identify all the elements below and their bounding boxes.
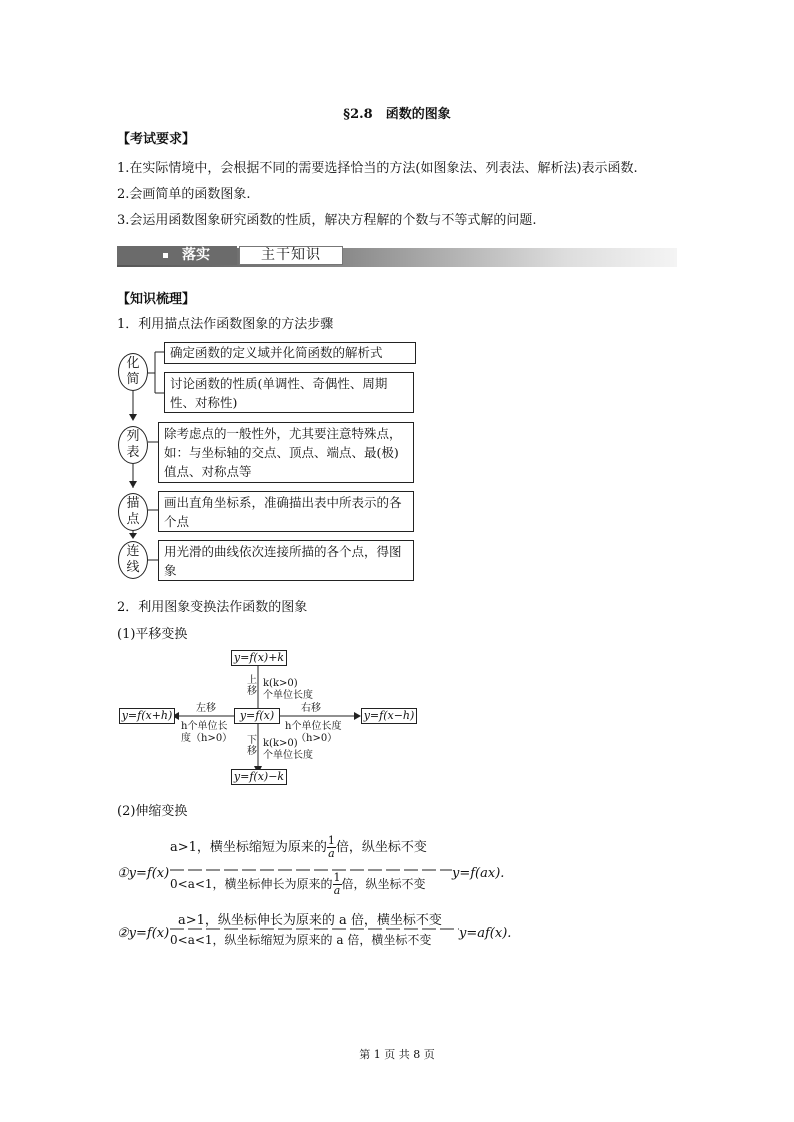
fraction-numerator: 1 [327, 834, 335, 847]
step-box-connect: 用光滑的曲线依次连接所描的各个点，得图象 [158, 540, 414, 581]
scaling-1-result: y=f(ax). [452, 866, 505, 881]
step-circle-plot: 描 点 [118, 493, 148, 531]
formula-center: y=f(x) [234, 708, 280, 724]
scaling-heading: (2)伸缩变换 [117, 804, 188, 819]
scaling-1-prefix: ①y=f(x) [117, 866, 170, 881]
requirement-item-3: 3.会运用函数图象研究函数的性质，解决方程解的个数与不等式解的问题. [117, 213, 537, 228]
page-footer: 第 1 页 共 8 页 [359, 1048, 435, 1061]
right-label: 右移 [301, 703, 321, 714]
requirement-item-1: 1.在实际情境中，会根据不同的需要选择恰当的方法(如图象法、列表法、解析法)表示函数. [117, 161, 638, 176]
formula-up: y=f(x)+k [231, 650, 287, 666]
left-note-2: 度（h>0） [181, 733, 233, 744]
page-title: §2.8 函数的图象 [343, 107, 451, 122]
knowledge-heading: 【知识梳理】 [117, 292, 196, 307]
left-label: 左移 [196, 703, 216, 714]
scaling-1-cond-top-tail: 倍，纵坐标不变 [335, 840, 427, 855]
scaling-1-cond-top-text: a>1，横坐标缩短为原来的 [170, 840, 327, 855]
section-2-heading: 2．利用图象变换法作函数的图象 [117, 600, 308, 615]
step-box-properties: 讨论函数的性质(单调性、奇偶性、周期性、对称性) [164, 372, 414, 413]
scaling-2-result: y=af(x). [459, 926, 512, 941]
right-note-2: （h>0） [296, 733, 338, 744]
down-label: 下移 [247, 735, 257, 757]
scaling-2-cond-top: a>1，纵坐标伸长为原来的 a 倍，横坐标不变 [178, 913, 442, 928]
requirements-heading: 【考试要求】 [117, 132, 196, 147]
formula-right: y=f(x−h) [361, 708, 417, 724]
scaling-1-cond-bottom-tail: 倍，纵坐标不变 [341, 877, 426, 891]
fraction-denominator: a [333, 884, 341, 897]
left-note-1: h个单位长 [181, 721, 228, 732]
step-box-plot: 画出直角坐标系，准确描出表中所表示的各个点 [158, 491, 414, 532]
down-note-2: 个单位长度 [263, 750, 313, 761]
formula-down: y=f(x)−k [231, 769, 287, 785]
formula-left: y=f(x+h) [119, 708, 175, 724]
fraction-denominator: a [328, 847, 335, 860]
step-box-table: 除考虑点的一般性外，尤其要注意特殊点，如：与坐标轴的交点、顶点、端点、最(极)值点、对称点等 [158, 422, 414, 483]
banner-dark-label: 落实 [182, 247, 210, 263]
section-1-heading: 1．利用描点法作函数图象的方法步骤 [117, 317, 334, 332]
translation-heading: (1)平移变换 [117, 627, 188, 642]
up-label: 上移 [247, 675, 257, 697]
down-note-1: k(k>0) [263, 738, 298, 749]
scaling-1-cond-bottom-text: 0<a<1，横坐标伸长为原来的 [170, 877, 333, 891]
up-note-1: k(k>0) [263, 678, 298, 689]
up-note-2: 个单位长度 [263, 690, 313, 701]
requirement-item-2: 2.会画简单的函数图象. [117, 187, 251, 202]
banner-light-label: 主干知识 [239, 246, 343, 265]
step-circle-simplify: 化 简 [118, 353, 148, 391]
fraction-numerator: 1 [333, 871, 341, 884]
step-circle-tabulate: 列 表 [118, 426, 148, 464]
step-circle-connect: 连 线 [118, 541, 148, 579]
step-box-domain: 确定函数的定义域并化简函数的解析式 [164, 342, 416, 364]
scaling-2-prefix: ②y=f(x) [117, 926, 170, 941]
right-note-1: h个单位长度 [285, 721, 342, 732]
scaling-2-cond-bottom: 0<a<1，纵坐标缩短为原来的 a 倍，横坐标不变 [170, 933, 432, 947]
